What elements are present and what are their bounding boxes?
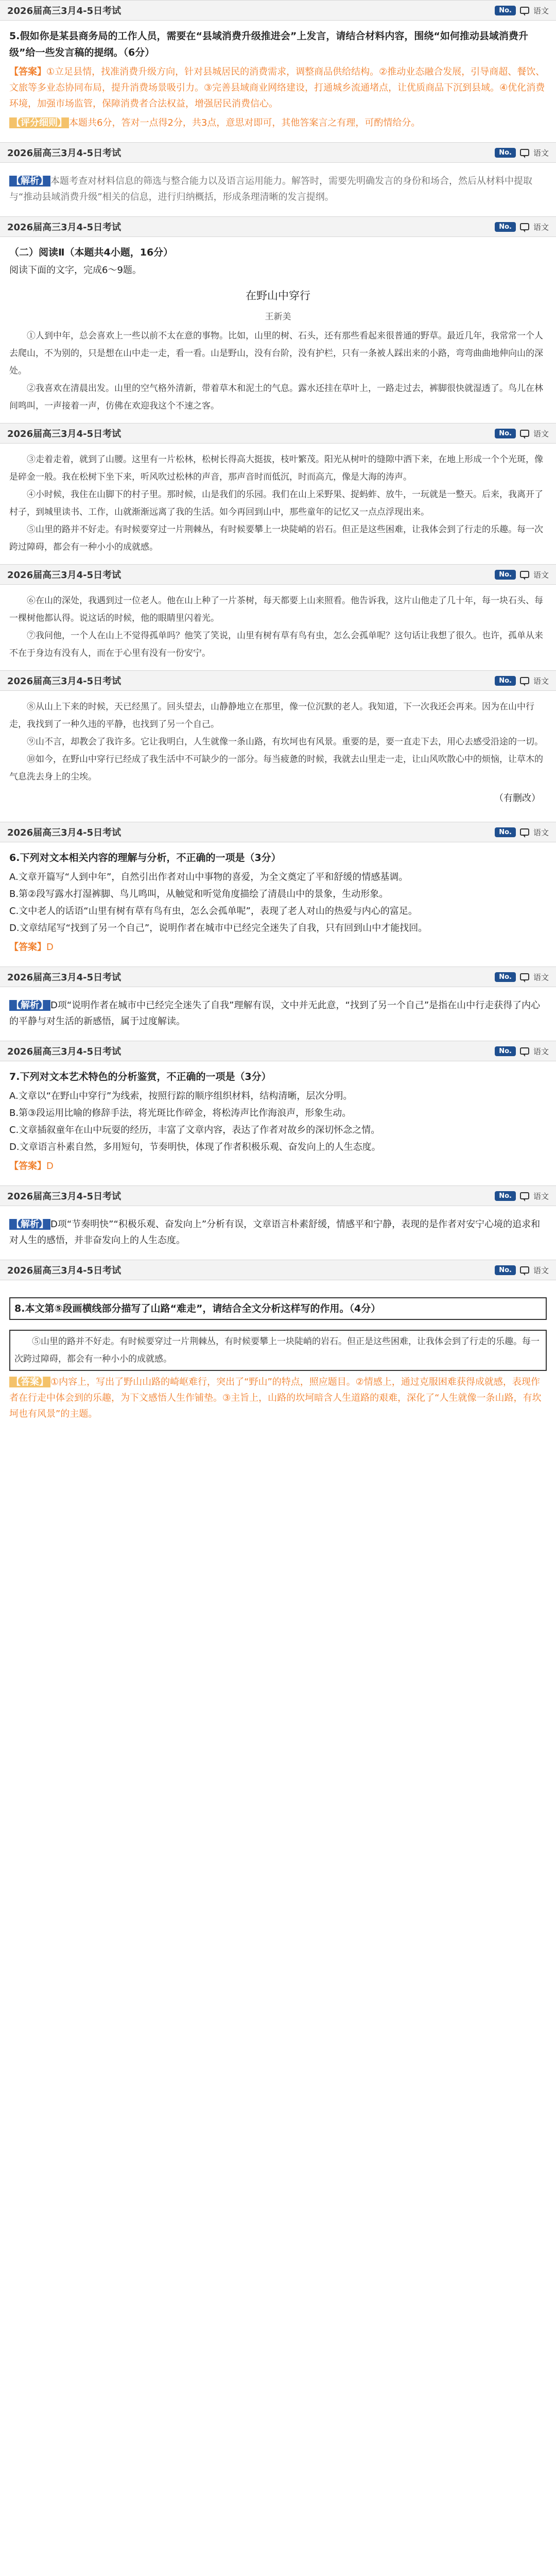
analysis-text: D项“节奏明快”“积极乐观、奋发向上”分析有误，文章语言朴素舒缓，情感平和宁静，表现的是作者对安宁心境的追求和对人生的感悟，并非奋发向上的人生态度。 xyxy=(9,1219,541,1246)
answer-tag: 【答案】 xyxy=(9,1377,50,1387)
page-header xyxy=(0,142,556,163)
comment-icon[interactable] xyxy=(520,1192,529,1199)
no-badge: No. xyxy=(495,1046,516,1056)
header-title: 2026届高三3月4-5日考试 xyxy=(7,1046,121,1057)
no-badge: No. xyxy=(495,676,516,686)
analysis-7 xyxy=(9,1216,547,1248)
question-7: 7.下列对文本艺术特色的分析鉴赏，不正确的一项是（3分） xyxy=(9,1071,271,1082)
page-header xyxy=(0,216,556,237)
question-8-section xyxy=(0,1280,556,1433)
page-header xyxy=(0,0,556,21)
comment-icon[interactable] xyxy=(520,149,529,156)
no-badge: No. xyxy=(495,1191,516,1201)
paragraph: ⑨山不言，却教会了我许多。它让我明白，人生就像一条山路，有坎坷也有风景。重要的是，要一直走下去，用心去感受沿途的一切。 xyxy=(27,737,543,747)
option-c[interactable]: C.文中老人的话语“山里有树有草有鸟有虫，怎么会孤单呢”，表现了老人对山的热爱与内心的富足。 xyxy=(9,906,418,917)
no-badge: No. xyxy=(495,972,516,982)
page-header xyxy=(0,967,556,987)
question-8: 8.本文第⑤段画横线部分描写了山路“难走”，请结合全文分析这样写的作用。（4分） xyxy=(9,1297,547,1320)
analysis-5-section xyxy=(0,163,556,216)
paragraph: ⑥在山的深处，我遇到过一位老人。他在山上种了一片茶树，每天都要上山来照看。他告诉我，这片山他走了几十年，每一块石头、每一棵树他都认得。说这话的时候，他的眼睛里闪着光。 xyxy=(9,596,543,623)
page-header xyxy=(0,423,556,444)
paragraph: ⑧从山上下来的时候，天已经黑了。回头望去，山静静地立在那里，像一位沉默的老人。我知道，下一次我还会再来。因为在山中行走，我找到了一种久违的平静，也找到了另一个自己。 xyxy=(9,702,534,730)
comment-icon[interactable] xyxy=(520,430,529,437)
header-title: 2026届高三3月4-5日考试 xyxy=(7,6,121,16)
analysis-7-section xyxy=(0,1206,556,1260)
analysis-tag: 【解析】 xyxy=(9,1000,50,1011)
no-badge: No. xyxy=(495,222,516,232)
subject-label: 语文 xyxy=(533,1191,549,1201)
question-6: 6.下列对文本相关内容的理解与分析，不正确的一项是（3分） xyxy=(9,852,281,863)
score-text: 本题共6分，答对一点得2分，共3点，意思对即可，其他答案言之有理，可酌情给分。 xyxy=(69,117,421,128)
answer-tag: 【答案】 xyxy=(9,942,46,953)
subject-label: 语文 xyxy=(533,570,549,580)
reading-title: （二）阅读Ⅱ（本题共4小题，16分） xyxy=(9,247,173,258)
answer-text: ①内容上，写出了野山山路的崎岖难行，突出了“野山”的特点，照应题目。②情感上，通过克服困难获得成就感，表现作者在行走中体会到的乐趣，为下文感悟人生作铺垫。③主旨上，山路的坎坷暗含人生道路的艰难，深化了“人生就像一条山路，有坎坷也有风景”的主题。 xyxy=(9,1377,542,1419)
header-title: 2026届高三3月4-5日考试 xyxy=(7,148,121,159)
option-d[interactable]: D.文章语言朴素自然，多用短句，节奏明快，体现了作者积极乐观、奋发向上的人生态度。 xyxy=(9,1142,381,1153)
reading-intro: 阅读下面的文字，完成6～9题。 xyxy=(9,265,142,276)
comment-icon[interactable] xyxy=(520,973,529,980)
page-header xyxy=(0,822,556,842)
no-badge: No. xyxy=(495,6,516,15)
score-tag: 【评分细则】 xyxy=(9,117,69,128)
header-title: 2026届高三3月4-5日考试 xyxy=(7,1191,121,1202)
header-title: 2026届高三3月4-5日考试 xyxy=(7,1265,121,1276)
answer-text: D xyxy=(46,942,54,953)
comment-icon[interactable] xyxy=(520,677,529,684)
header-title: 2026届高三3月4-5日考试 xyxy=(7,972,121,983)
answer-8 xyxy=(9,1374,547,1422)
paragraph: ③走着走着，就到了山腰。这里有一片松林，松树长得高大挺拔，枝叶繁茂。阳光从树叶的缝隙中洒下来，在地上形成一个个光斑，像是碎金一般。我在松树下坐下来，听风吹过松林的声音，那声音时而低沉，时而高亢，像是大海的涛声。 xyxy=(9,454,543,482)
analysis-text: D项“说明作者在城市中已经完全迷失了自我”理解有误，文中并无此意，“找到了另一个自己”是指在山中行走获得了内心的平静与对生活的新感悟，属于过度解读。 xyxy=(9,1000,541,1027)
comment-icon[interactable] xyxy=(520,223,529,230)
paragraph: ⑤山里的路并不好走。有时候要穿过一片荆棘丛，有时候要攀上一块陡峭的岩石。但正是这些困难，让我体会到了行走的乐趣。每一次跨过障碍，都会有一种小小的成就感。 xyxy=(9,524,543,552)
answer-tag: 【答案】 xyxy=(9,66,46,77)
paragraph: ④小时候，我住在山脚下的村子里。那时候，山是我们的乐园。我们在山上采野果、捉蚂蚱、放牛，一玩就是一整天。后来，我离开了村子，到城里读书、工作，山就渐渐远离了我的生活。如今再回到山中，那些童年的记忆又一点点浮现出来。 xyxy=(9,489,543,517)
reading-passage-cont xyxy=(0,444,556,564)
answer-tag: 【答案】 xyxy=(9,1161,46,1172)
score-rules-5 xyxy=(9,115,547,131)
subject-label: 语文 xyxy=(533,972,549,982)
option-a[interactable]: A.文章以“在野山中穿行”为线索，按照行踪的顺序组织材料，结构清晰，层次分明。 xyxy=(9,1091,353,1101)
reading-passage xyxy=(0,237,556,423)
subject-label: 语文 xyxy=(533,429,549,438)
no-badge: No. xyxy=(495,570,516,580)
no-badge: No. xyxy=(495,1265,516,1275)
article-title: 在野山中穿行 xyxy=(246,290,310,302)
paragraph: ①人到中年，总会喜欢上一些以前不太在意的事物。比如，山里的树、石头，还有那些看起来很普通的野草。最近几年，我常常一个人去爬山，不为别的，只是想在山中走一走，看一看。山是野山，没有台阶，没有护栏，只有一条被人踩出来的小路，弯弯曲曲地伸向山的深处。 xyxy=(9,331,543,376)
subject-label: 语文 xyxy=(533,1265,549,1275)
no-badge: No. xyxy=(495,148,516,158)
answer-6 xyxy=(9,939,547,955)
page-header xyxy=(0,1260,556,1280)
subject-label: 语文 xyxy=(533,6,549,15)
paragraph: ②我喜欢在清晨出发。山里的空气格外清新，带着草木和泥土的气息。露水还挂在草叶上，一路走过去，裤脚很快就湿透了。鸟儿在林间鸣叫，一声接着一声，仿佛在欢迎我这个不速之客。 xyxy=(9,383,543,411)
header-title: 2026届高三3月4-5日考试 xyxy=(7,222,121,233)
subject-label: 语文 xyxy=(533,222,549,232)
comment-icon[interactable] xyxy=(520,7,529,14)
subject-label: 语文 xyxy=(533,676,549,686)
paragraph: ⑩如今，在野山中穿行已经成了我生活中不可缺少的一部分。每当疲惫的时候，我就去山里走一走，让山风吹散心中的烦恼，让草木的气息洗去身上的尘埃。 xyxy=(9,754,543,782)
reading-passage-cont xyxy=(0,585,556,670)
subject-label: 语文 xyxy=(533,827,549,837)
header-title: 2026届高三3月4-5日考试 xyxy=(7,570,121,581)
question-6-section xyxy=(0,842,556,967)
analysis-tag: 【解析】 xyxy=(9,1219,50,1230)
page-header xyxy=(0,564,556,585)
option-b[interactable]: B.第②段写露水打湿裤脚、鸟儿鸣叫，从触觉和听觉角度描绘了清晨山中的景象，生动形象。 xyxy=(9,889,389,900)
option-b[interactable]: B.第③段运用比喻的修辞手法，将光斑比作碎金，将松涛声比作海浪声，形象生动。 xyxy=(9,1108,352,1118)
comment-icon[interactable] xyxy=(520,1266,529,1274)
question-5-section xyxy=(0,21,556,142)
answer-7 xyxy=(9,1158,547,1174)
page-header xyxy=(0,670,556,691)
article-source: （有删改） xyxy=(494,793,541,804)
analysis-text: 本题考查对材料信息的筛选与整合能力以及语言运用能力。解答时，需要先明确发言的身份和场合，然后从材料中提取与“推动县域消费升级”相关的信息，进行归纳概括，形成条理清晰的发言提纲。 xyxy=(9,176,532,202)
analysis-6-section xyxy=(0,987,556,1041)
comment-icon[interactable] xyxy=(520,1047,529,1055)
paragraph: ⑦我问他，一个人在山上不觉得孤单吗？他笑了笑说，山里有树有草有鸟有虫，怎么会孤单呢？这句话让我想了很久。也许，孤单从来不在于身边有没有人，而在于心里有没有一份安宁。 xyxy=(9,631,543,658)
comment-icon[interactable] xyxy=(520,571,529,578)
subject-label: 语文 xyxy=(533,148,549,158)
subject-label: 语文 xyxy=(533,1046,549,1056)
page-header xyxy=(0,1185,556,1206)
no-badge: No. xyxy=(495,827,516,837)
no-badge: No. xyxy=(495,429,516,438)
option-c[interactable]: C.文章插叙童年在山中玩耍的经历，丰富了文章内容，表达了作者对故乡的深切怀念之情。 xyxy=(9,1125,380,1136)
answer-5 xyxy=(9,64,547,112)
answer-text: ①立足县情，找准消费升级方向，针对县城居民的消费需求，调整商品供给结构。②推动业态融合发展，引导商超、餐饮、文旅等多业态协同布局，提升消费场景吸引力。③完善县域商业网络建设，打通城乡流通堵点，让优质商品下沉到县域。④优化消费环境，加强市场监管，保障消费者合法权益，增强居民消费信心。 xyxy=(9,66,545,109)
analysis-tag: 【解析】 xyxy=(9,176,50,187)
option-d[interactable]: D.文章结尾写“找到了另一个自己”，说明作者在城市中已经完全迷失了自我，只有回到山中才能找回。 xyxy=(9,923,428,934)
page-header xyxy=(0,1041,556,1061)
question-5: 5.假如你是某县商务局的工作人员，需要在“县域消费升级推进会”上发言，请结合材料内容，围绕“如何推动县域消费升级”给一些发言稿的提纲。（6分） xyxy=(9,30,528,58)
comment-icon[interactable] xyxy=(520,828,529,836)
header-title: 2026届高三3月4-5日考试 xyxy=(7,676,121,687)
reading-passage-cont xyxy=(0,691,556,812)
question-7-section xyxy=(0,1061,556,1185)
article-author: 王新美 xyxy=(265,312,291,322)
answer-text: D xyxy=(46,1161,54,1172)
option-a[interactable]: A.文章开篇写“人到中年”，自然引出作者对山中事物的喜爱，为全文奠定了平和舒缓的情感基调。 xyxy=(9,872,408,883)
analysis-5 xyxy=(9,173,547,205)
analysis-6 xyxy=(9,997,547,1029)
header-title: 2026届高三3月4-5日考试 xyxy=(7,827,121,838)
header-title: 2026届高三3月4-5日考试 xyxy=(7,429,121,439)
quoted-paragraph: ⑤山里的路并不好走。有时候要穿过一片荆棘丛，有时候要攀上一块陡峭的岩石。但正是这些困难，让我体会到了行走的乐趣。每一次跨过障碍，都会有一种小小的成就感。 xyxy=(9,1330,547,1371)
